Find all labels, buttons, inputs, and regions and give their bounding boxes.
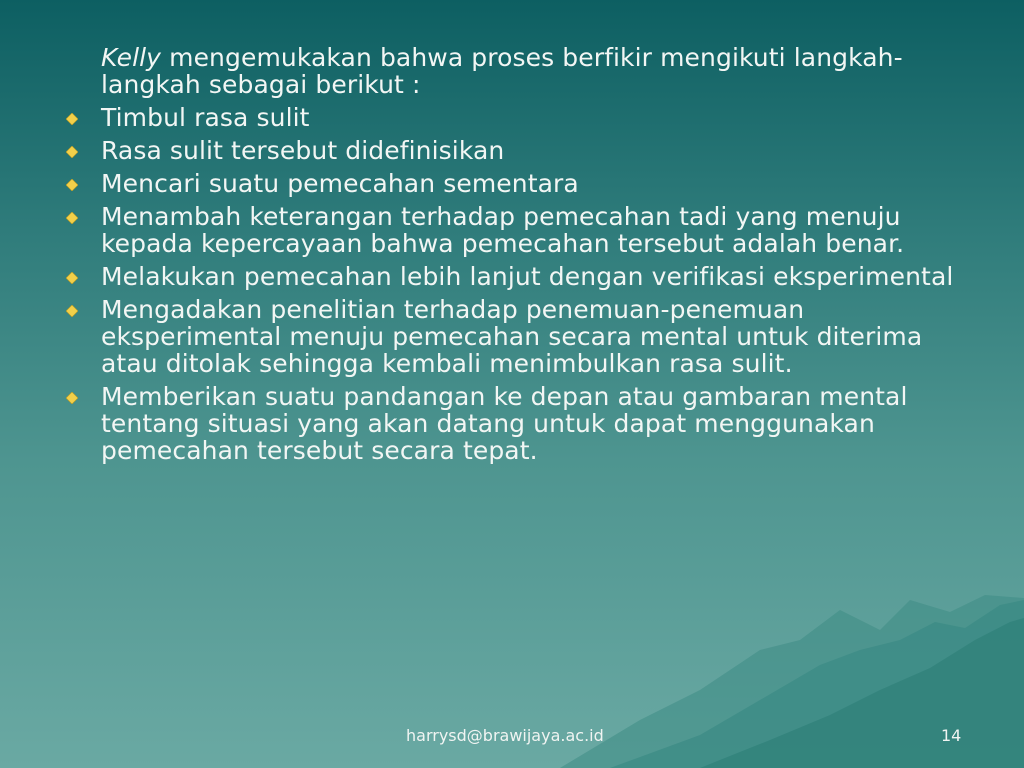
- footer-email: harrysd@brawijaya.ac.id: [406, 726, 604, 745]
- intro-emphasis: Kelly: [101, 43, 162, 72]
- list-item: [60, 296, 960, 377]
- list-item: [60, 137, 960, 164]
- intro-text: mengemukakan bahwa proses berfikir mengikuti langkah-langkah sebagai berikut :: [101, 43, 903, 99]
- list-item-text: Melakukan pemecahan lebih lanjut dengan verifikasi eksperimental: [101, 262, 954, 291]
- diamond-bullet-icon: [66, 305, 78, 317]
- page-number: 14: [941, 726, 962, 745]
- diamond-bullet-icon: [66, 392, 78, 404]
- list-item-text: Mengadakan penelitian terhadap penemuan-penemuan eksperimental menuju pemecahan secara mental untuk diterima atau ditolak sehingga kembali menimbulkan rasa sulit.: [101, 295, 923, 378]
- list-item: [60, 383, 960, 464]
- list-item: [60, 170, 960, 197]
- intro-paragraph: [101, 44, 960, 98]
- diamond-bullet-icon: [66, 146, 78, 158]
- slide-content: [60, 44, 960, 470]
- list-item: [60, 104, 960, 131]
- diamond-bullet-icon: [66, 179, 78, 191]
- diamond-bullet-icon: [66, 212, 78, 224]
- bullet-list: [60, 104, 960, 464]
- list-item-text: Mencari suatu pemecahan sementara: [101, 169, 579, 198]
- list-item: [60, 203, 960, 257]
- diamond-bullet-icon: [66, 113, 78, 125]
- list-item-text: Menambah keterangan terhadap pemecahan tadi yang menuju kepada kepercayaan bahwa pemecahan tersebut adalah benar.: [101, 202, 905, 258]
- list-item-text: Memberikan suatu pandangan ke depan atau gambaran mental tentang situasi yang akan datang untuk dapat menggunakan pemecahan tersebut secara tepat.: [101, 382, 908, 465]
- diamond-bullet-icon: [66, 272, 78, 284]
- list-item: [60, 263, 960, 290]
- list-item-text: Timbul rasa sulit: [101, 103, 310, 132]
- list-item-text: Rasa sulit tersebut didefinisikan: [101, 136, 505, 165]
